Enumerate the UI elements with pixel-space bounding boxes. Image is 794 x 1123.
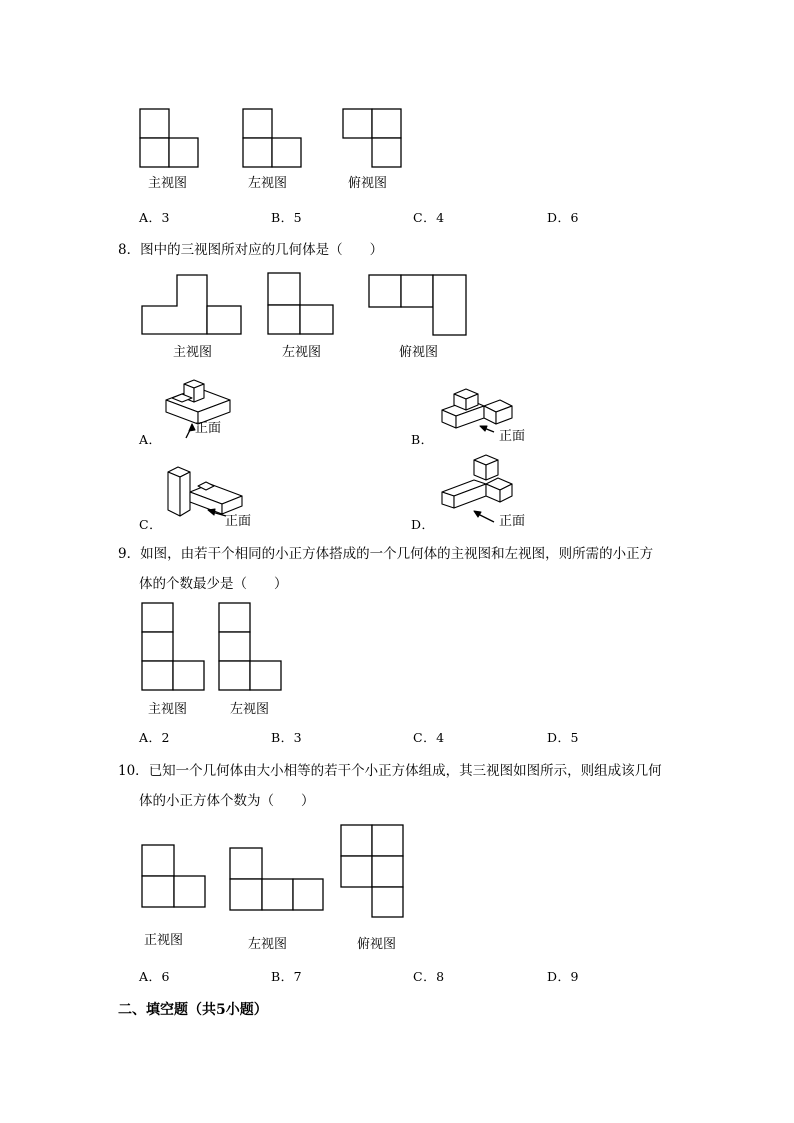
- q7-option-c[interactable]: C．4: [413, 210, 445, 225]
- q10-number: 10．: [118, 763, 149, 779]
- q8-caption-left: 左视图: [282, 345, 322, 360]
- q8-option-d[interactable]: D．: [411, 517, 435, 532]
- q9-caption-front: 主视图: [148, 702, 188, 717]
- q8-caption-front: 主视图: [173, 345, 213, 360]
- q7-front-view: [139, 108, 201, 170]
- q10-left-view: [229, 847, 327, 913]
- q10-option-c[interactable]: C．8: [413, 969, 445, 984]
- q8-top-view: [368, 274, 470, 338]
- q10-text-line1: 已知一个几何体由大小相等的若干个小正方体组成，其三视图如图所示，则组成该几何: [148, 763, 662, 779]
- q8-option-b-front-label: 正面: [499, 429, 526, 444]
- q9-left-view: [218, 602, 284, 694]
- q9-option-d[interactable]: D．5: [547, 730, 579, 745]
- section2-heading: 二、填空题（共5小题）: [118, 1002, 268, 1018]
- q10-front-view: [141, 844, 209, 910]
- q9-caption-left: 左视图: [230, 702, 270, 717]
- q9-front-view: [141, 602, 207, 694]
- q10-option-a[interactable]: A．6: [139, 969, 170, 984]
- q8-caption-top: 俯视图: [399, 345, 439, 360]
- q10-question-line2: 体的小正方体个数为（ ）: [139, 793, 315, 809]
- q10-caption-top: 俯视图: [357, 937, 397, 952]
- q10-top-view: [340, 824, 408, 920]
- q7-option-d[interactable]: D．6: [547, 210, 579, 225]
- q7-caption-top: 俯视图: [348, 176, 388, 191]
- q9-text-line1: 如图，由若干个相同的小正方体搭成的一个几何体的主视图和左视图，则所需的小正方: [140, 546, 654, 562]
- q9-question-line1: [118, 542, 653, 562]
- q10-option-b[interactable]: B．7: [271, 969, 303, 984]
- q9-number: 9．: [118, 546, 141, 562]
- q10-caption-left: 左视图: [248, 937, 288, 952]
- q7-caption-left: 左视图: [248, 176, 288, 191]
- q10-option-d[interactable]: D．9: [547, 969, 579, 984]
- q8-option-a[interactable]: A．: [139, 432, 162, 447]
- q9-option-b[interactable]: B．3: [271, 730, 303, 745]
- q8-front-view: [141, 274, 245, 338]
- q8-number: 8．: [118, 242, 141, 258]
- q8-left-view: [267, 272, 337, 338]
- q9-question-line2: 体的个数最少是（ ）: [139, 576, 288, 592]
- q9-option-c[interactable]: C．4: [413, 730, 445, 745]
- q7-option-b[interactable]: B．5: [271, 210, 303, 225]
- q8-question: [118, 238, 383, 258]
- q8-option-a-front-label: 正面: [195, 421, 222, 436]
- q8-option-d-front-label: 正面: [499, 514, 526, 529]
- q7-caption-front: 主视图: [148, 176, 188, 191]
- q7-option-a[interactable]: A．3: [139, 210, 170, 225]
- q8-option-c-front-label: 正面: [225, 514, 252, 529]
- q8-option-c[interactable]: C．: [139, 517, 163, 532]
- q8-option-b[interactable]: B．: [411, 432, 434, 447]
- q9-option-a[interactable]: A．2: [139, 730, 170, 745]
- q7-top-view: [342, 108, 404, 170]
- q8-text: 图中的三视图所对应的几何体是（ ）: [140, 242, 384, 258]
- q10-question-line1: [118, 759, 662, 779]
- q10-caption-front: 正视图: [144, 933, 184, 948]
- q7-left-view: [242, 108, 304, 170]
